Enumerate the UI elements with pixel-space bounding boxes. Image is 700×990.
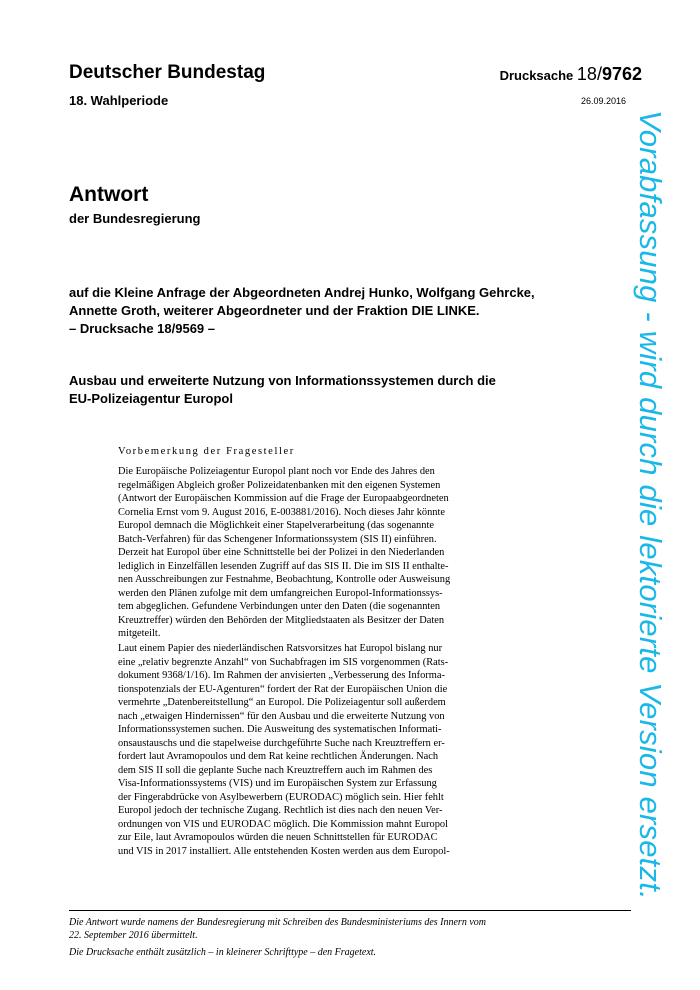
text-line: lediglich in Einzelfällen lesenden Zugriff auf das SIS II. Die im SIS II enthalte- [118,560,449,572]
text-line: nen Ausschreibungen zur Festnahme, Beobachtung, Kontrolle oder Ausweisung [118,574,451,585]
drucksache-number-main: 9762 [601,64,642,84]
text-line: ordnungen von VIS und EURODAC möglich. Die Kommission mahnt Europol [118,818,448,830]
footnote-transmission [69,916,486,942]
drucksache-number-prefix: 18/ [576,64,602,84]
text-line: tem abgeglichen. Gefundene Verbindungen unter den Daten (die sogenannten [118,601,441,612]
text-line: Europol demnach die Möglichkeit einer Stapelverarbeitung (das sogenannte [118,520,434,531]
text-line: vermehrte „Datenbereitstellung“ an Europol. Die Polizeiagentur soll außerdem [118,697,446,708]
document-subtitle: der Bundesregierung [69,211,201,226]
text-line: Europol jedoch der technische Zugang. Rechtlich ist dies nach den neuen Ver- [118,805,443,816]
text-line: Visa-Informationssystems (VIS) und im Europäischen System zur Erfassung [118,778,437,789]
paragraph-1 [118,465,470,641]
inquiry-reference [69,284,609,338]
inquiry-topic [69,372,589,408]
text-line: fordert laut Avramopoulos und dem Rat keine rechtlichen Änderungen. Nach [118,751,439,762]
text-line: werden den Plänen zufolge mit dem umfangreichen Europol-Informationssys- [118,587,443,599]
footnote-line: Die Antwort wurde namens der Bundesregierung mit Schreiben des Bundesministeriums des Innern vom [69,917,486,928]
text-line: der Fingerabdrücke von Asylbewerbern (EURODAC) möglich sein. Hier fehlt [118,791,444,803]
reference-line: Annette Groth, weiterer Abgeordneter und der Fraktion DIE LINKE. [69,303,480,318]
text-line: regelmäßigen Abgleich großer Polizeidatenbanken mit den eigenen Systemen [118,479,441,491]
text-line: Batch-Verfahren) für das Schengener Informationssystem (SIS II) einführen. [118,533,437,545]
text-line: tionspotenzials der EU-Agenturen“ fordert der Rat der Europäischen Union die [118,683,448,695]
text-line: und VIS in 2017 installiert. Alle entstehenden Kosten werden aus dem Europol- [118,845,450,857]
text-line: dokument 9368/1/16). Im Rahmen der anvisierten „Verbesserung des Informa- [118,670,445,681]
preliminary-remark-heading: Vorbemerkung der Fragesteller [118,446,295,457]
text-line: Kreuztreffer) würden den Behörden der Mitgliedstaaten als Besitzer der Daten [118,614,445,626]
topic-line: Ausbau und erweiterte Nutzung von Informationssystemen durch die [69,373,496,388]
footnote-question-text: Die Drucksache enthält zusätzlich – in kleinerer Schrifttype – den Fragetext. [69,947,377,958]
electoral-period: 18. Wahlperiode [69,93,169,108]
reference-line: auf die Kleine Anfrage der Abgeordneten Andrej Hunko, Wolfgang Gehrcke, [69,285,535,300]
text-line: mitgeteilt. [118,628,161,639]
reference-line: – Drucksache 18/9569 – [69,321,215,336]
text-line: (Antwort der Europäischen Kommission auf die Frage der Europaabgeordneten [118,493,449,504]
text-line: Informationssystemen suchen. Die Ausweitung des systematischen Informati- [118,724,442,735]
text-line: Die Europäische Polizeiagentur Europol plant noch vor Ende des Jahres den [118,466,435,477]
document-date: 26.09.2016 [580,96,626,106]
text-line: Cornelia Ernst vom 9. August 2016, E-003881/2016). Noch dieses Jahr könnte [118,506,445,518]
text-line: nach „etwaigen Hindernissen“ für den Ausbau und die erweiterte Nutzung von [118,710,445,722]
text-line: Laut einem Papier des niederländischen Ratsvorsitzes hat Europol bislang nur [118,643,443,654]
text-line: dem SIS II soll die geplante Suche nach Kreuztreffern auch im Rahmen des [118,764,433,776]
text-line: onsaustauschs und die stapelweise durchgeführte Suche nach Kreuztreffern er- [118,737,445,749]
footnote-divider [69,910,631,911]
paragraph-2 [118,642,470,858]
text-line: eine „relativ begrenzte Anzahl“ von Suchabfragen im SIS vorgenommen (Rats- [118,656,449,668]
institution-name: Deutscher Bundestag [69,62,266,83]
text-line: zur Eile, laut Avramopoulos würden die neuen Schnittstellen für EURODAC [118,832,438,843]
footnote-line: 22. September 2016 übermittelt. [69,930,198,941]
draft-watermark: Vorabfassung - wird durch die lektorierte Version ersetzt. [633,110,668,900]
drucksache-label: Drucksache [499,68,574,83]
topic-line: EU-Polizeiagentur Europol [69,391,233,406]
text-line: Derzeit hat Europol über eine Schnittstelle bei der Polizei in den Niederlanden [118,547,445,558]
document-title: Antwort [69,183,149,206]
drucksache-number [500,64,642,85]
